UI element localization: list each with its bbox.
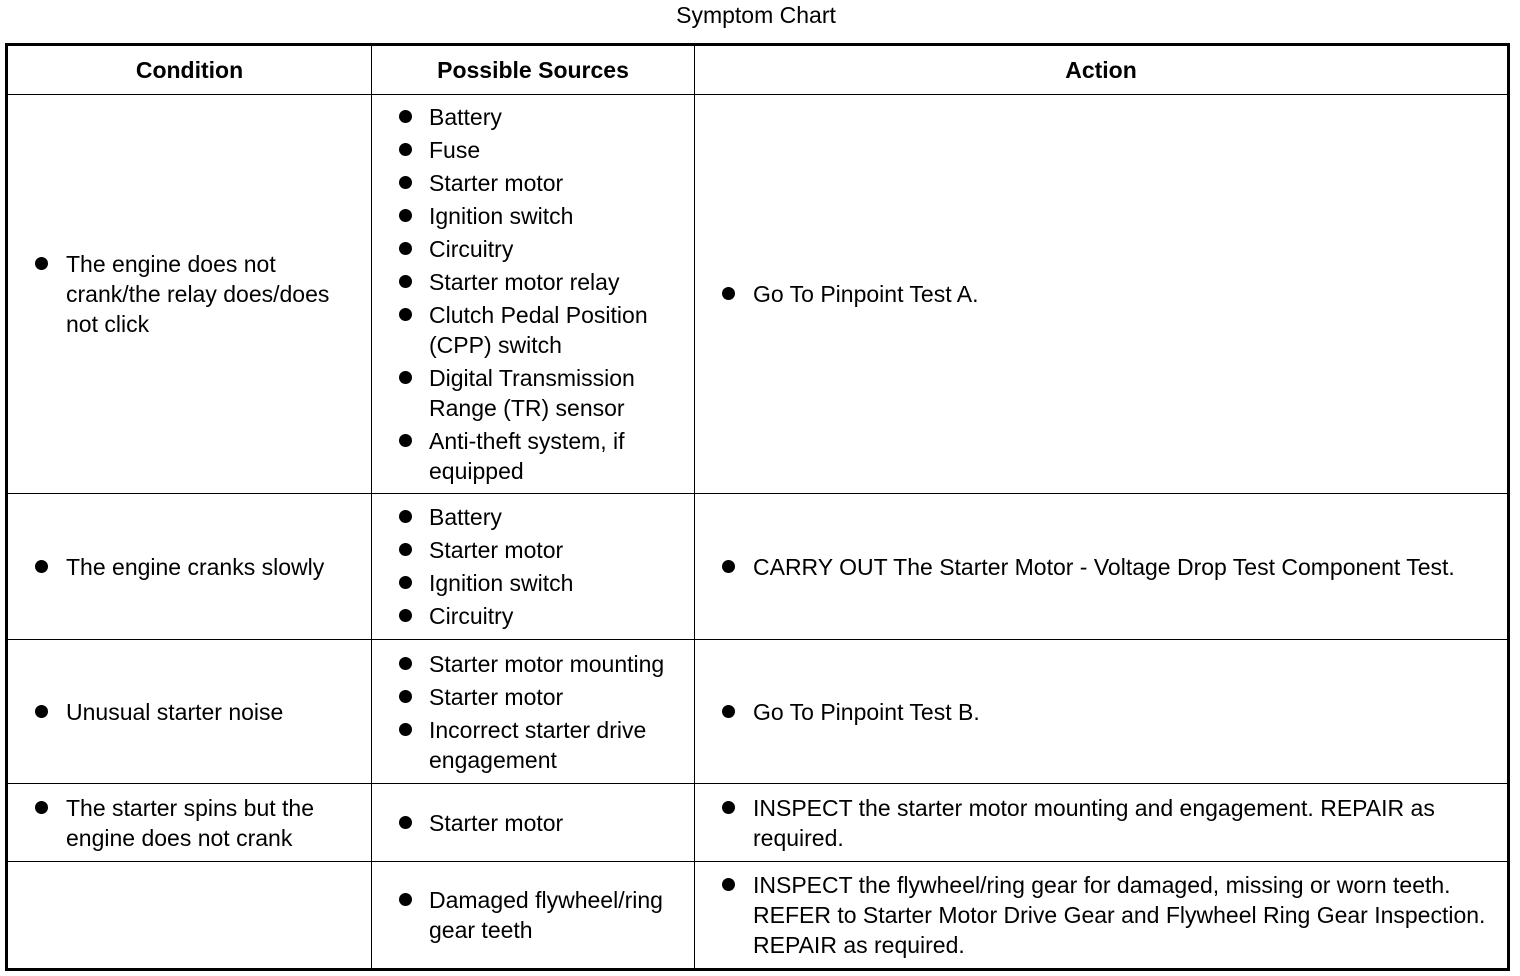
source-item: Incorrect starter drive engagement <box>372 715 694 775</box>
chart-title: Symptom Chart <box>676 2 836 28</box>
action-cell <box>695 95 1509 494</box>
condition-item: The engine cranks slowly <box>8 552 371 582</box>
source-item: Starter motor <box>372 808 694 838</box>
action-item: CARRY OUT The Starter Motor - Voltage Drop Test Component Test. <box>695 552 1507 582</box>
source-item: Ignition switch <box>372 568 694 598</box>
source-item: Fuse <box>372 135 694 165</box>
source-item: Battery <box>372 502 694 532</box>
header-action: Action <box>695 45 1509 95</box>
condition-cell <box>7 640 372 784</box>
header-row <box>7 45 1509 95</box>
source-item: Digital Transmission Range (TR) sensor <box>372 363 694 423</box>
action-item: Go To Pinpoint Test B. <box>695 697 1507 727</box>
condition-cell-empty <box>7 862 372 970</box>
condition-item: The engine does not crank/the relay does/does not click <box>8 249 371 339</box>
condition-cell <box>7 494 372 640</box>
symptom-table <box>5 43 1510 971</box>
table-row <box>7 640 1509 784</box>
sources-cell <box>372 95 695 494</box>
source-item: Damaged flywheel/ring gear teeth <box>372 885 694 945</box>
condition-cell <box>7 784 372 862</box>
table-row <box>7 784 1509 862</box>
condition-cell <box>7 95 372 494</box>
source-item: Starter motor relay <box>372 267 694 297</box>
source-item: Battery <box>372 102 694 132</box>
action-item: INSPECT the starter motor mounting and engagement. REPAIR as required. <box>695 793 1507 853</box>
source-item: Circuitry <box>372 234 694 264</box>
source-item: Circuitry <box>372 601 694 631</box>
condition-item: Unusual starter noise <box>8 697 371 727</box>
table-row <box>7 862 1509 970</box>
source-item: Starter motor <box>372 168 694 198</box>
sources-cell <box>372 494 695 640</box>
action-cell <box>695 862 1509 970</box>
sources-cell <box>372 640 695 784</box>
action-item: INSPECT the flywheel/ring gear for damaged, missing or worn teeth. REFER to Starter Motor Drive Gear and Flywheel Ring Gear Inspection. REPAIR as required. <box>695 870 1507 960</box>
sources-cell <box>372 862 695 970</box>
header-possible-sources: Possible Sources <box>372 45 695 95</box>
action-cell <box>695 640 1509 784</box>
condition-item: The starter spins but the engine does not crank <box>8 793 371 853</box>
header-condition: Condition <box>7 45 372 95</box>
action-cell <box>695 494 1509 640</box>
source-item: Ignition switch <box>372 201 694 231</box>
table-row <box>7 95 1509 494</box>
source-item: Starter motor <box>372 535 694 565</box>
action-item: Go To Pinpoint Test A. <box>695 279 1507 309</box>
source-item: Clutch Pedal Position (CPP) switch <box>372 300 694 360</box>
source-item: Starter motor mounting <box>372 649 694 679</box>
sources-cell <box>372 784 695 862</box>
action-cell <box>695 784 1509 862</box>
source-item: Anti-theft system, if equipped <box>372 426 694 486</box>
table-row <box>7 494 1509 640</box>
source-item: Starter motor <box>372 682 694 712</box>
